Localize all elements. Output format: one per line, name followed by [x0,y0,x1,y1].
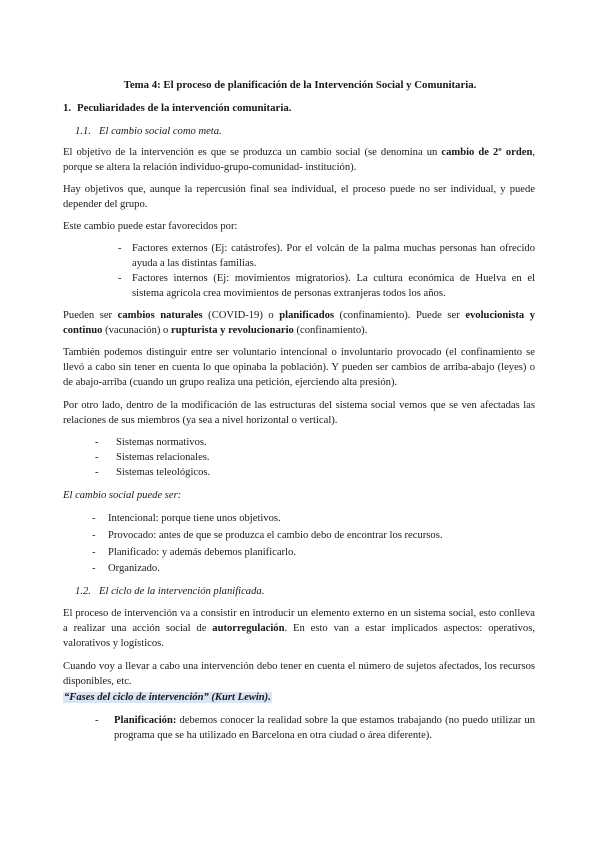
list-item-text: Organizado. [108,563,160,574]
text-run: El proceso de intervención va a consistir en introducir un elemento externo en un sistema social, esto conlleva a realizar una acción social de [63,608,535,634]
text-run: (confinamiento). Puede ser [334,310,466,321]
bullet-mark: - [95,452,99,463]
list-item [95,713,535,743]
paragraph-change-can-be: El cambio social puede ser: [63,490,182,501]
document-title: Tema 4: El proceso de planificación de la Intervención Social y Comunitaria. [123,79,477,91]
text-run: Pueden ser [63,310,118,321]
bold-term: Planificación: [114,715,177,726]
bullet-mark: - [92,530,96,541]
list-item [92,561,535,576]
subsection-number: 1.1. [75,126,91,137]
list-item [95,435,535,450]
list-item [95,465,535,480]
list-item [118,241,535,271]
paragraph-voluntary: También podemos distinguir entre ser voluntario intencional o involuntario provocado (el confinamiento se llevó a cabo sin tener en cuenta lo que opinaba la población). Y pueden ser cambios de arriba-abajo (leyes) o de abajo-arriba (cuando un grupo realiza una petición, ejerciendo alta presión). [63,347,535,388]
phases-title: “Fases del ciclo de intervención” (Kurt Lewin). [64,692,271,703]
bold-term: cambios naturales [117,310,203,321]
bullet-mark: - [92,547,96,558]
paragraph-change-types [63,308,535,338]
list-item [92,528,535,543]
bullet-mark: - [92,513,96,524]
text-run: (vacunación) o [102,325,171,336]
subsection-number: 1.2. [75,586,91,597]
bullet-mark: - [95,715,99,726]
subsection-label: El ciclo de la intervención planificada. [99,586,265,597]
section-heading-1 [63,101,535,116]
list-item-text: Provocado: antes de que se produzca el cambio debo de encontrar los recursos. [108,530,443,541]
text-run: El objetivo de la intervención es que se produzca un cambio social (se denomina un [63,147,442,158]
bullet-mark: - [95,437,99,448]
paragraph-structures: Por otro lado, dentro de la modificación de las estructuras del sistema social vemos que se ven afectadas las relaciones de sus miembros (ya sea a nivel horizontal o vertical). [63,400,535,426]
list-item [95,450,535,465]
bold-term: rupturista y revolucionario [171,325,294,336]
paragraph-objectives-individual: Hay objetivos que, aunque la repercusión final sea individual, el proceso puede no ser individual, y puede depender del grupo. [63,184,535,210]
bullet-mark: - [95,467,99,478]
subsection-heading-1-2 [75,584,547,599]
text-run: . En esto van a estar implicados aspectos: operativos, valorativos y logísticos. [63,623,535,649]
text-run: debemos conocer la realidad sobre la que estamos trabajando (no puedo utilizar un programa que se ha utilizado en Barcelona en otra ciudad o área diferente). [114,715,535,741]
list-item [92,511,535,526]
list-item-text: Factores externos (Ej: catástrofes). Por el volcán de la palma muchas personas han ofrecido ayuda a las distintas familias. [132,243,535,269]
bold-term: autorregulación [212,623,285,634]
list-item-text: Sistemas teleológicos. [116,467,211,478]
list-item-text: Sistemas relacionales. [116,452,210,463]
paragraph-favored-by: Este cambio puede estar favorecidos por: [63,221,238,232]
bold-term: evolucionista y continuo [63,310,536,336]
bullet-mark: - [118,273,122,284]
section-label: Peculiaridades de la intervención comunitaria. [77,102,292,114]
list-item [118,271,535,301]
list-item-text: Intencional: porque tiene unos objetivos. [108,513,281,524]
section-number: 1. [63,102,72,114]
list-item-text: Factores internos (Ej: movimientos migratorios). La cultura económica de Huelva en el sistema agrícola crea movimientos de personas extranjeras todos los años. [132,273,535,299]
paragraph-objective [63,145,535,175]
text-run: (confinamiento). [293,325,368,336]
highlighted-heading [63,690,535,705]
list-item [92,545,535,560]
bullet-mark: - [92,563,96,574]
bold-term: cambio de 2º orden [441,147,533,158]
list-item-text: Planificado: y además debemos planificarlo. [108,547,296,558]
subsection-heading-1-1 [75,124,547,139]
paragraph-subjects-resources: Cuando voy a llevar a cabo una intervención debo tener en cuenta el número de sujetos afectados, los recursos disponibles, etc. [63,661,535,687]
bullet-mark: - [118,243,122,254]
list-item-text [114,713,535,743]
subsection-label: El cambio social como meta. [99,126,222,137]
bold-term: planificados [279,310,335,321]
text-run: , porque se altera la relación individuo-grupo-comunidad- institución). [63,147,535,173]
list-item-text: Sistemas normativos. [116,437,207,448]
text-run: (COVID-19) o [202,310,280,321]
paragraph-intervention-process [63,606,535,651]
